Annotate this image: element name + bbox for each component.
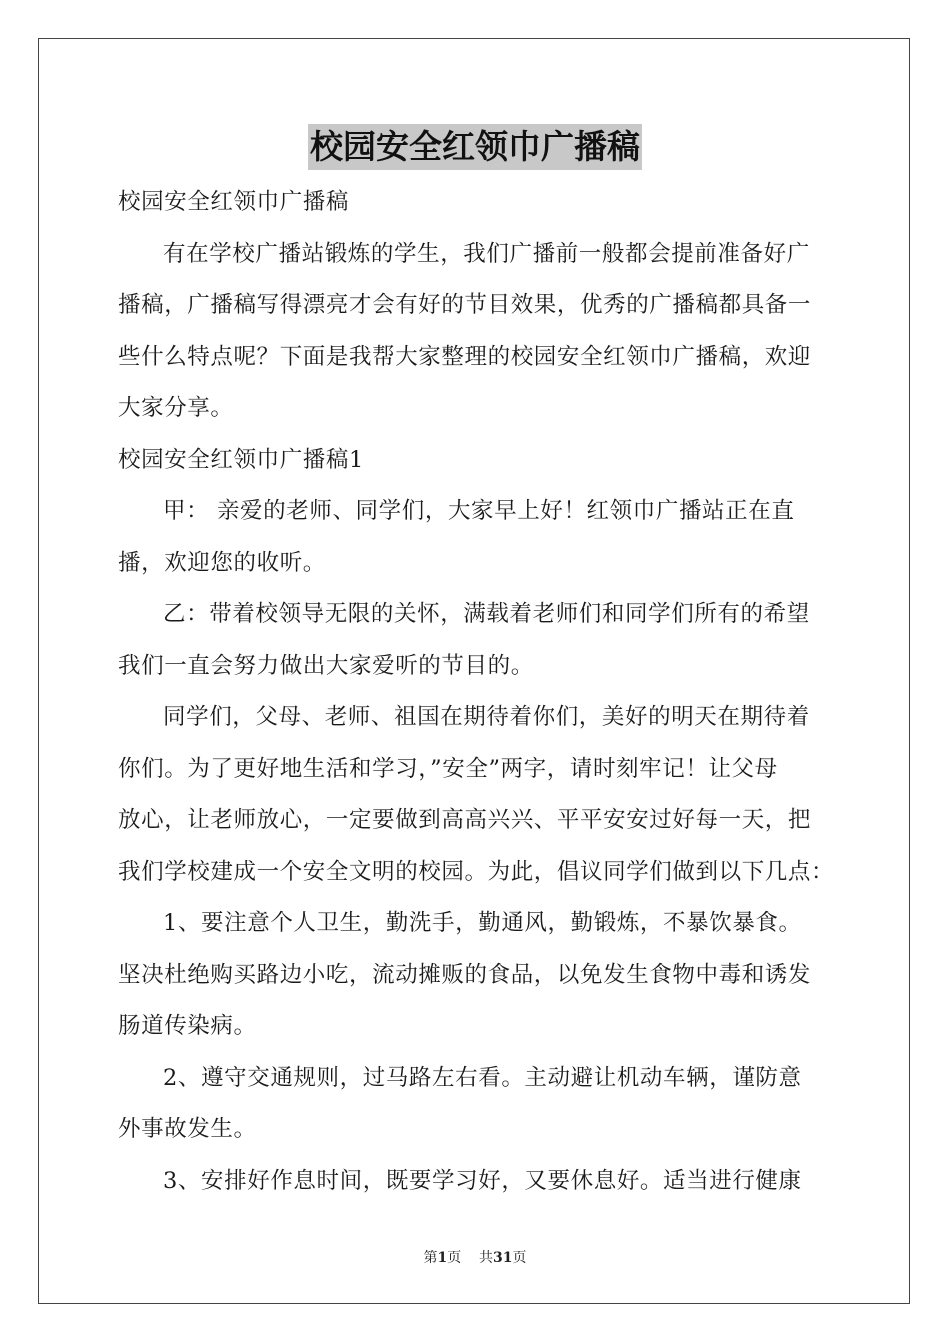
text-line: 大家分享。 — [118, 395, 234, 421]
text-line: 些什么特点呢？下面是我帮大家整理的校园安全红领巾广播稿，欢迎 — [118, 343, 812, 370]
text-line: 我们一直会努力做出大家爱听的节目的。 — [118, 652, 534, 679]
text-line: 放心，让老师放心，一定要做到高高兴兴、平平安安过好每一天，把 — [118, 807, 812, 833]
text-line: 播稿，广播稿写得漂亮才会有好的节目效果，优秀的广播稿都具备一 — [118, 292, 812, 318]
text-line: 同学们，父母、老师、祖国在期待着你们，美好的明天在期待着 — [163, 704, 810, 730]
text-line: 2、遵守交通规则，过马路左右看。主动避让机动车辆，谨防意 — [163, 1064, 802, 1091]
text-line: 你们。为了更好地生活和学习，”安全”两字，请时刻牢记！让父母 — [118, 755, 778, 782]
page-label-suffix: 页 — [512, 1250, 527, 1266]
text-line: 乙：带着校领导无限的关怀，满载着老师们和同学们所有的希望 — [163, 601, 810, 627]
text-line: 坚决杜绝购买路边小吃，流动摊贩的食品，以免发生食物中毒和诱发 — [118, 961, 812, 988]
total-page-number: 31 — [493, 1250, 513, 1266]
text-line: 1、要注意个人卫生，勤洗手，勤通风，勤锻炼，不暴饮暴食。 — [163, 910, 802, 936]
document-body — [118, 177, 834, 1207]
document-title: 校园安全红领巾广播稿 — [308, 124, 642, 170]
text-line: 外事故发生。 — [118, 1116, 257, 1142]
page-label-prefix: 第 — [423, 1250, 438, 1266]
text-line: 肠道传染病。 — [118, 1013, 257, 1039]
page-footer — [0, 1248, 950, 1268]
title-wrap — [0, 124, 950, 170]
section-heading: 校园安全红领巾广播稿1 — [118, 446, 364, 473]
text-line: 甲： 亲爱的老师、同学们，大家早上好！红领巾广播站正在直 — [163, 498, 795, 524]
current-page-number: 1 — [437, 1250, 448, 1266]
text-line: 校园安全红领巾广播稿 — [118, 189, 350, 215]
text-line: 有在学校广播站锻炼的学生，我们广播前一般都会提前准备好广 — [163, 240, 810, 267]
text-line: 3、安排好作息时间，既要学习好，又要休息好。适当进行健康 — [163, 1167, 802, 1194]
text-line: 我们学校建成一个安全文明的校园。为此，倡议同学们做到以下几点： — [118, 858, 835, 885]
text-line: 播，欢迎您的收听。 — [118, 549, 326, 576]
page-label-mid: 页 共 — [447, 1250, 494, 1266]
